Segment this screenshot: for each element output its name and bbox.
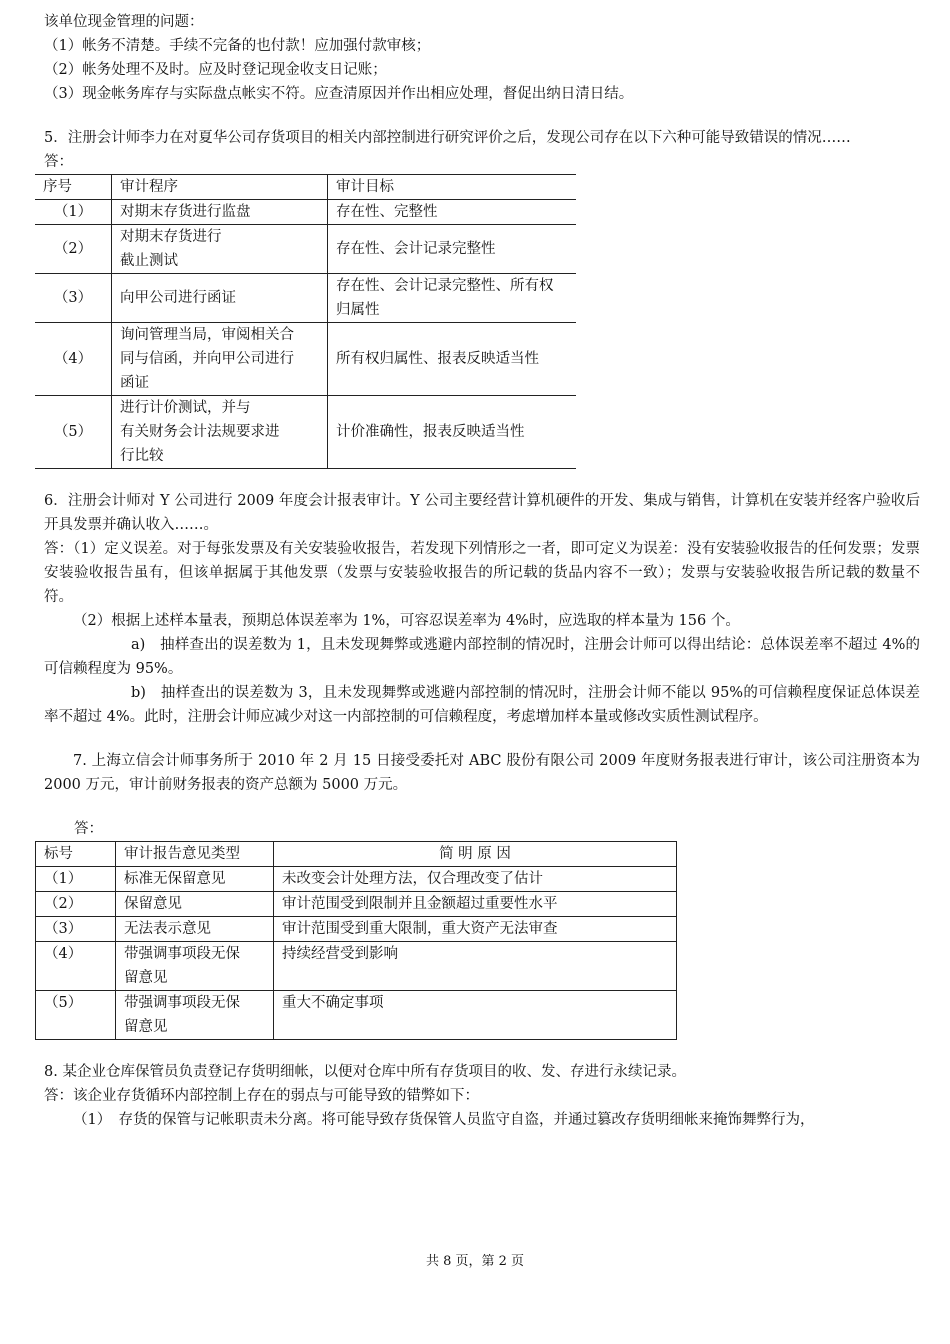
- cell-line: 行比较: [120, 448, 164, 464]
- cell-line: 带强调事项段无保: [124, 946, 240, 962]
- cell-line: 带强调事项段无保: [124, 995, 240, 1011]
- section4-item-3: （3）现金帐务库存与实际盘点帐实不符。应查清原因并作出相应处理，督促出纳日清日结。: [44, 86, 634, 102]
- audit-objective: [328, 274, 577, 323]
- row-number: （2）: [36, 892, 116, 917]
- header-cell: 简 明 原 因: [274, 842, 677, 867]
- opinion-reason: 未改变会计处理方法，仅合理改变了估计: [274, 867, 677, 892]
- table-row: [36, 867, 677, 892]
- cell-line: 截止测试: [120, 253, 178, 269]
- audit-procedure: [112, 225, 328, 274]
- cell-line: 保留意见: [124, 896, 182, 912]
- opinion-reason: 持续经营受到影响: [274, 942, 677, 991]
- cell-line: 存在性、完整性: [336, 204, 438, 220]
- q6-answer-a: a) 抽样查出的误差数为 1，且未发现舞弊或逃避内部控制的情况时，注册会计师可以得出结论：总体误差率不超过 4%的可信赖程度为 95%。: [44, 637, 920, 677]
- opinion-reason: 重大不确定事项: [274, 991, 677, 1040]
- header-cell: 序号: [35, 175, 112, 200]
- table-row: [35, 323, 576, 396]
- cell-line: 留意见: [124, 970, 168, 986]
- q7-question: 7. 上海立信会计师事务所于 2010 年 2 月 15 日接受委托对 ABC 股份有限公司 2009 年度财务报表进行审计，该公司注册资本为 2000 万元，审计前财务报表的资产总额为 5000 万元。: [44, 753, 920, 793]
- table-header-row: [36, 842, 677, 867]
- q8-question: 8. 某企业仓库保管员负责登记存货明细帐，以便对仓库中所有存货项目的收、发、存进行永续记录。: [44, 1064, 686, 1080]
- cell-line: 标准无保留意见: [124, 871, 226, 887]
- audit-procedure: [112, 200, 328, 225]
- row-number: （1）: [36, 867, 116, 892]
- cell-line: 有关财务会计法规要求进: [120, 424, 280, 440]
- opinion-type: [116, 892, 274, 917]
- opinion-type: [116, 942, 274, 991]
- opinion-type: [116, 867, 274, 892]
- cell-line: 留意见: [124, 1019, 168, 1035]
- row-number: （2）: [35, 225, 112, 274]
- audit-procedure: [112, 274, 328, 323]
- audit-objective: [328, 323, 577, 396]
- q7-answer-label: 答：: [74, 821, 103, 837]
- table-row: [35, 225, 576, 274]
- table-row: [35, 200, 576, 225]
- section4-item-1: （1）帐务不清楚。手续不完备的也付款！应加强付款审核；: [44, 38, 431, 54]
- table-row: [36, 917, 677, 942]
- page-footer: 共 8 页，第 2 页: [425, 1254, 525, 1269]
- cell-line: 归属性: [336, 302, 380, 318]
- row-number: （5）: [36, 991, 116, 1040]
- q5-answer-label: 答：: [44, 154, 73, 170]
- audit-objective: [328, 396, 577, 469]
- header-cell: 审计目标: [328, 175, 577, 200]
- cell-line: 进行计价测试，并与: [120, 400, 251, 416]
- cell-line: 存在性、会计记录完整性: [336, 241, 496, 257]
- opinion-type: [116, 991, 274, 1040]
- table-header-row: [35, 175, 576, 200]
- cell-line: 所有权归属性、报表反映适当性: [336, 351, 539, 367]
- cell-line: 询问管理当局，审阅相关合: [120, 327, 294, 343]
- section4-item-2: （2）帐务处理不及时。应及时登记现金收支日记账；: [44, 62, 387, 78]
- table-row: [35, 396, 576, 469]
- row-number: （4）: [36, 942, 116, 991]
- table-row: [36, 892, 677, 917]
- q5-audit-table: [35, 174, 576, 469]
- q5-question: 5．注册会计师李力在对夏华公司存货项目的相关内部控制进行研究评价之后，发现公司存在以下六种可能导致错误的情况……: [44, 130, 851, 146]
- row-number: （3）: [35, 274, 112, 323]
- row-number: （5）: [35, 396, 112, 469]
- document-page: [44, 10, 920, 1132]
- table-row: [36, 991, 677, 1040]
- header-cell: 标号: [36, 842, 116, 867]
- table-row: [36, 942, 677, 991]
- audit-objective: [328, 225, 577, 274]
- cell-line: 对期末存货进行监盘: [120, 204, 251, 220]
- q6-question: 6．注册会计师对 Y 公司进行 2009 年度会计报表审计。Y 公司主要经营计算机硬件的开发、集成与销售，计算机在安装并经客户验收后开具发票并确认收入……。: [44, 493, 920, 533]
- q6-answer-1: 答：（1）定义误差。对于每张发票及有关安装验收报告，若发现下列情形之一者，即可定义为误差：没有安装验收报告的任何发票；发票安装验收报告虽有，但该单据属于其他发票（发票与安装验收报告的所记载的货品内容不一致）；发票与安装验收报告所记载的数量不符。: [44, 541, 920, 605]
- cell-line: 存在性、会计记录完整性、所有权: [336, 278, 554, 294]
- cell-line: 计价准确性，报表反映适当性: [336, 424, 525, 440]
- row-number: （3）: [36, 917, 116, 942]
- section4-lead: 该单位现金管理的问题：: [44, 14, 204, 30]
- header-cell: 审计报告意见类型: [116, 842, 274, 867]
- audit-objective: [328, 200, 577, 225]
- q8-item-1: （1） 存货的保管与记帐职责未分离。将可能导致存货保管人员监守自盗，并通过篡改存货明细帐来掩饰舞弊行为，: [73, 1112, 815, 1128]
- cell-line: 向甲公司进行函证: [120, 290, 236, 306]
- opinion-reason: 审计范围受到限制并且金额超过重要性水平: [274, 892, 677, 917]
- cell-line: 同与信函，并向甲公司进行: [120, 351, 294, 367]
- opinion-type: [116, 917, 274, 942]
- q6-answer-b: b) 抽样查出的误差数为 3，且未发现舞弊或逃避内部控制的情况时，注册会计师不能以 95%的可信赖程度保证总体误差率不超过 4%。此时，注册会计师应减少对这一内部控制的可信赖程度，考虑增加样本量或修改实质性测试程序。: [44, 685, 920, 725]
- q6-answer-2: （2）根据上述样本量表，预期总体误差率为 1%，可容忍误差率为 4%时，应选取的样本量为 156 个。: [73, 613, 740, 629]
- q7-report-table: [35, 841, 677, 1040]
- row-number: （1）: [35, 200, 112, 225]
- opinion-reason: 审计范围受到重大限制，重大资产无法审查: [274, 917, 677, 942]
- header-cell: 审计程序: [112, 175, 328, 200]
- cell-line: 对期末存货进行: [120, 229, 222, 245]
- row-number: （4）: [35, 323, 112, 396]
- cell-line: 函证: [120, 375, 149, 391]
- audit-procedure: [112, 323, 328, 396]
- cell-line: 无法表示意见: [124, 921, 211, 937]
- q8-answer: 答：该企业存货循环内部控制上存在的弱点与可能导致的错弊如下：: [44, 1088, 479, 1104]
- table-row: [35, 274, 576, 323]
- audit-procedure: [112, 396, 328, 469]
